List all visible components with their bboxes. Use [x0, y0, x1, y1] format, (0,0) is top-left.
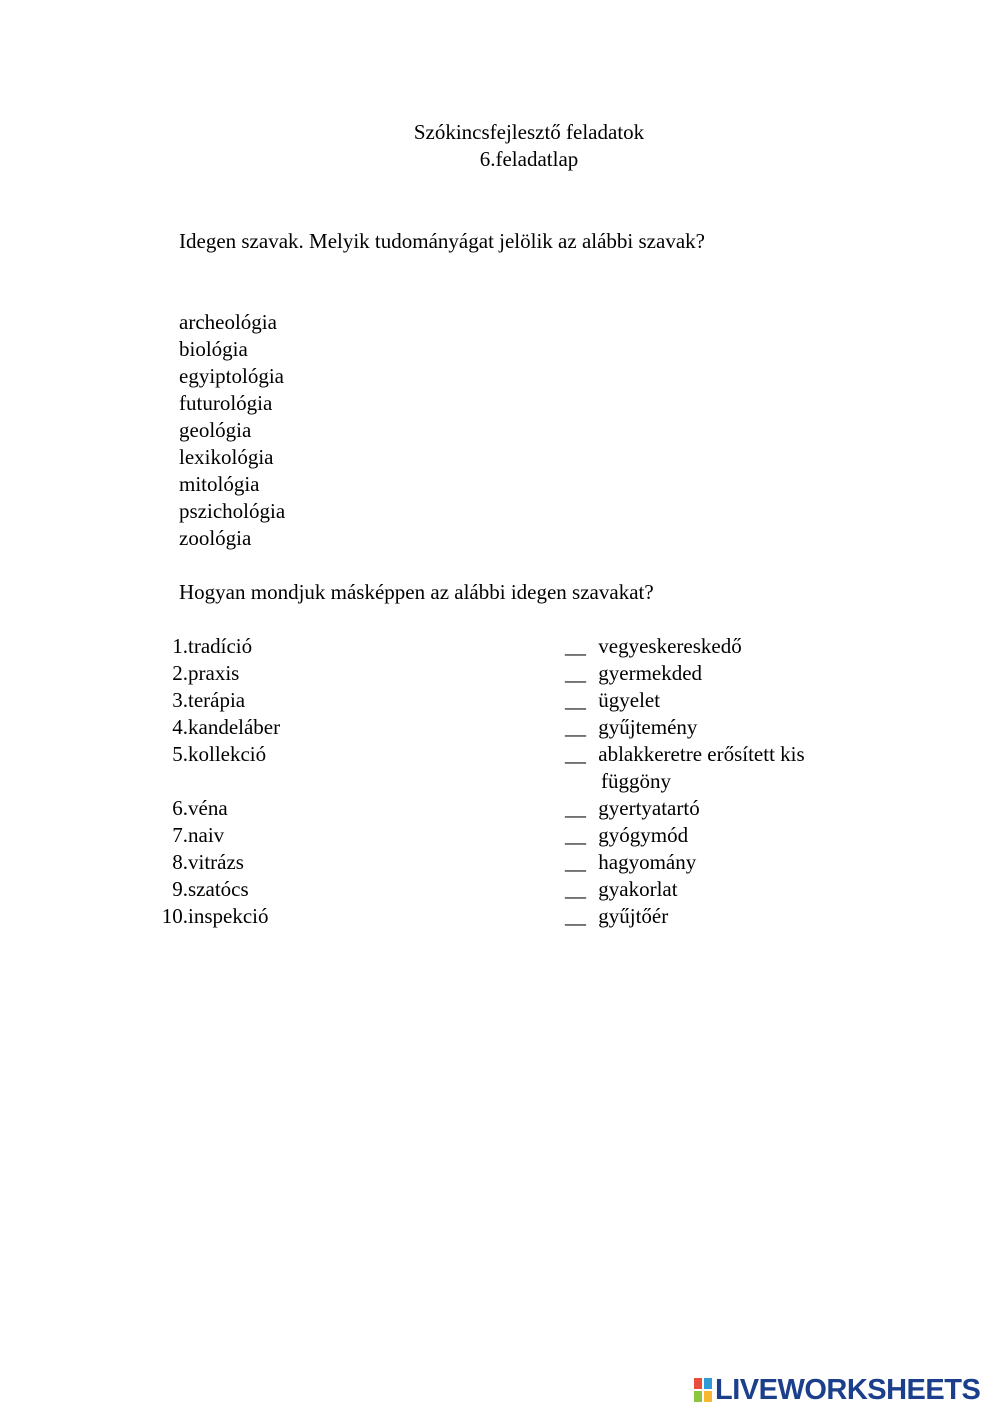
- page-subtitle: 6.feladatlap: [479, 147, 579, 171]
- answer-blank[interactable]: __: [565, 742, 586, 766]
- item-number: 3.: [172, 688, 188, 712]
- word-item: mitológia: [179, 472, 260, 496]
- word-item: pszichológia: [179, 499, 286, 523]
- word-item: egyiptológia: [179, 364, 284, 388]
- synonym-text: vegyeskereskedő: [598, 634, 742, 658]
- foreign-word: vitrázs: [188, 850, 244, 874]
- item-number: 6.: [172, 796, 188, 820]
- synonym-text-continued: függöny: [601, 769, 671, 793]
- liveworksheets-logo[interactable]: [694, 1373, 981, 1406]
- synonym-text: gyűjtőér: [598, 904, 669, 928]
- item-number: 4.: [172, 715, 188, 739]
- foreign-word-row: [150, 633, 350, 660]
- word-item: futurológia: [179, 391, 273, 415]
- foreign-word-row: [150, 741, 350, 795]
- synonym-row: [565, 741, 865, 795]
- synonym-text: gyermekded: [598, 661, 703, 685]
- logo-tile: [694, 1378, 702, 1389]
- foreign-word: inspekció: [188, 904, 269, 928]
- logo-tile: [694, 1391, 702, 1402]
- task1-word-list: [179, 309, 285, 552]
- answer-blank[interactable]: __: [565, 634, 586, 658]
- foreign-word: praxis: [188, 661, 240, 685]
- synonym-text: gyógymód: [598, 823, 689, 847]
- foreign-word-row: [150, 822, 350, 849]
- foreign-word: kollekció: [188, 742, 267, 766]
- liveworksheets-logo-icon: [694, 1378, 712, 1402]
- answer-blank[interactable]: __: [565, 904, 586, 928]
- foreign-word: naiv: [188, 823, 225, 847]
- page-title: Szókincsfejlesztő feladatok: [413, 120, 645, 144]
- foreign-word-row: [150, 903, 350, 930]
- item-number: 1.: [172, 634, 188, 658]
- word-item: biológia: [179, 337, 248, 361]
- synonym-row: [565, 795, 865, 822]
- foreign-word: szatócs: [188, 877, 249, 901]
- word-item: zoológia: [179, 526, 252, 550]
- foreign-word: tradíció: [188, 634, 253, 658]
- foreign-word-list: [150, 633, 350, 930]
- foreign-word: terápia: [188, 688, 246, 712]
- synonym-text: hagyomány: [598, 850, 697, 874]
- synonym-list: [565, 633, 865, 930]
- synonym-text: ügyelet: [598, 688, 661, 712]
- answer-blank[interactable]: __: [565, 688, 586, 712]
- logo-tile: [704, 1391, 712, 1402]
- logo-tile: [704, 1378, 712, 1389]
- synonym-row: [565, 903, 865, 930]
- synonym-row: [565, 876, 865, 903]
- answer-blank[interactable]: __: [565, 823, 586, 847]
- answer-blank[interactable]: __: [565, 877, 586, 901]
- synonym-row: [565, 714, 865, 741]
- word-item: geológia: [179, 418, 252, 442]
- answer-blank[interactable]: __: [565, 796, 586, 820]
- item-number: 7.: [172, 823, 188, 847]
- foreign-word-row: [150, 849, 350, 876]
- foreign-word: véna: [188, 796, 228, 820]
- item-number: 10.: [161, 904, 188, 928]
- item-number: 9.: [172, 877, 188, 901]
- foreign-word-row: [150, 687, 350, 714]
- foreign-word-row: [150, 660, 350, 687]
- synonym-row: [565, 822, 865, 849]
- synonym-text: gyakorlat: [598, 877, 678, 901]
- synonym-text: gyűjtemény: [598, 715, 698, 739]
- answer-blank[interactable]: __: [565, 715, 586, 739]
- answer-blank[interactable]: __: [565, 850, 586, 874]
- synonym-row: [565, 660, 865, 687]
- synonym-row: [565, 633, 865, 660]
- word-item: archeológia: [179, 310, 277, 334]
- item-number: 8.: [172, 850, 188, 874]
- synonym-text: ablakkeretre erősített kis: [598, 742, 805, 766]
- item-number: 2.: [172, 661, 188, 685]
- synonym-row: [565, 687, 865, 714]
- synonym-row: [565, 849, 865, 876]
- foreign-word: kandeláber: [188, 715, 281, 739]
- foreign-word-row: [150, 714, 350, 741]
- task1-question: Idegen szavak. Melyik tudományágat jelölik az alábbi szavak?: [179, 229, 705, 253]
- foreign-word-row: [150, 795, 350, 822]
- foreign-word-row: [150, 876, 350, 903]
- task2-question: Hogyan mondjuk másképpen az alábbi idegen szavakat?: [179, 580, 654, 604]
- word-item: lexikológia: [179, 445, 274, 469]
- synonym-text: gyertyatartó: [598, 796, 700, 820]
- item-number: 5.: [172, 742, 188, 766]
- answer-blank[interactable]: __: [565, 661, 586, 685]
- logo-text: LIVEWORKSHEETS: [715, 1373, 981, 1406]
